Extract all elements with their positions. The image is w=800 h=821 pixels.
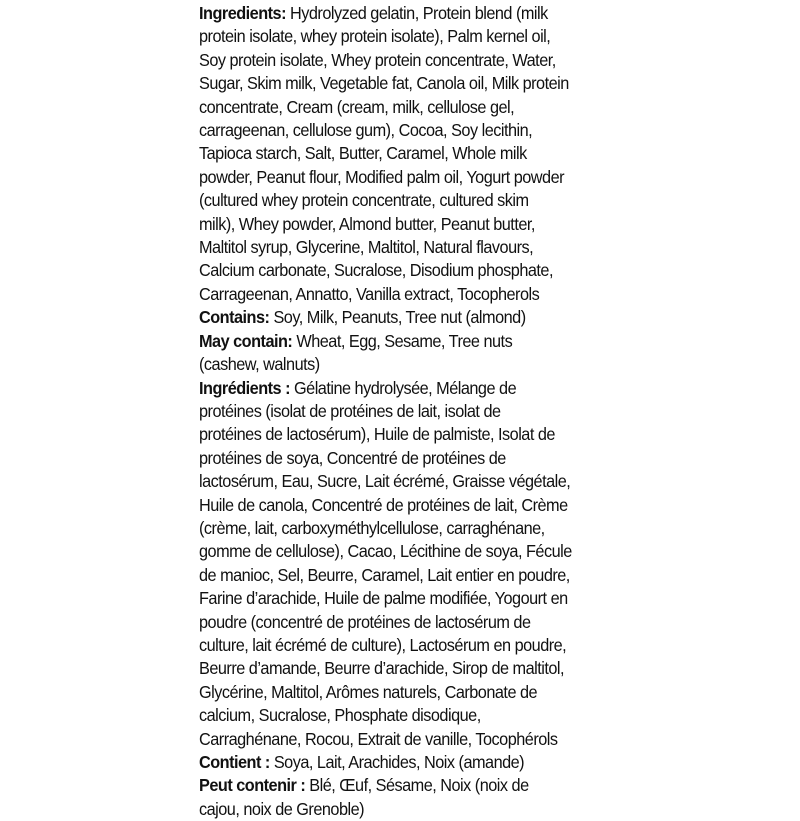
fr-ingredients-line: protéines (isolat de protéines de lait, isolat de <box>199 400 501 421</box>
en-ingredients-line: (cultured whey protein concentrate, cultured skim <box>199 190 529 211</box>
en-ingredients-line: milk), Whey powder, Almond butter, Peanut butter, <box>199 213 535 234</box>
en-may-contain-text: Wheat, Egg, Sesame, Tree nuts <box>292 330 513 351</box>
en-ingredients-line: Soy protein isolate, Whey protein concentrate, Water, <box>199 49 556 70</box>
fr-ingredients-text: Gélatine hydrolysée, Mélange de <box>290 377 517 398</box>
en-ingredients-line: concentrate, Cream (cream, milk, cellulose gel, <box>199 96 515 117</box>
fr-may-contain-line: cajou, noix de Grenoble) <box>199 798 365 819</box>
en-ingredients-heading: Ingredients: <box>199 3 286 23</box>
en-ingredients-text: Hydrolyzed gelatin, Protein blend (milk <box>285 3 548 23</box>
en-contains-text: Soy, Milk, Peanuts, Tree nut (almond) <box>269 307 526 328</box>
fr-ingredients-line: poudre (concentré de protéines de lactosérum de <box>199 611 531 632</box>
fr-ingredients-line: Carraghénane, Rocou, Extrait de vanille, Tocophérols <box>199 728 558 749</box>
fr-contains-text: Soya, Lait, Arachides, Noix (amande) <box>269 752 525 772</box>
fr-ingredients-line: Beurre d’amande, Beurre d’arachide, Sirop de maltitol, <box>199 658 565 679</box>
en-may-contain-line <box>199 330 582 353</box>
fr-ingredients-line: Huile de canola, Concentré de protéines de lait, Crème <box>199 494 568 515</box>
en-ingredients-line-1 <box>199 2 582 25</box>
fr-ingredients-heading: Ingrédients : <box>199 377 291 398</box>
fr-may-contain-heading: Peut contenir : <box>199 775 306 796</box>
en-ingredients-line: Calcium carbonate, Sucralose, Disodium phosphate, <box>199 260 553 281</box>
en-ingredients-line: Sugar, Skim milk, Vegetable fat, Canola oil, Milk protein <box>199 73 569 94</box>
en-may-contain-heading: May contain: <box>199 330 293 351</box>
fr-ingredients-line: de manioc, Sel, Beurre, Caramel, Lait entier en poudre, <box>199 564 570 585</box>
fr-ingredients-line: lactosérum, Eau, Sucre, Lait écrémé, Graisse végétale, <box>199 471 571 492</box>
fr-ingredients-line-1 <box>199 377 582 400</box>
fr-may-contain-text: Blé, Œuf, Sésame, Noix (noix de <box>305 775 529 796</box>
fr-ingredients-line: culture, lait écrémé de culture), Lactosérum en poudre, <box>199 634 567 655</box>
fr-ingredients-line: protéines de lactosérum), Huile de palmiste, Isolat de <box>199 424 555 445</box>
en-ingredients-line: powder, Peanut flour, Modified palm oil, Yogurt powder <box>199 166 565 187</box>
en-ingredients-line: Carrageenan, Annatto, Vanilla extract, Tocopherols <box>199 283 540 304</box>
fr-contains-line <box>199 751 582 774</box>
fr-contains-heading: Contient : <box>199 752 270 772</box>
en-contains-heading: Contains: <box>199 307 270 328</box>
en-ingredients-line: Tapioca starch, Salt, Butter, Caramel, Whole milk <box>199 143 527 164</box>
en-may-contain-line: (cashew, walnuts) <box>199 354 320 375</box>
fr-ingredients-line: Farine d’arachide, Huile de palme modifiée, Yogourt en <box>199 588 568 609</box>
en-ingredients-line: carrageenan, cellulose gum), Cocoa, Soy lecithin, <box>199 120 533 141</box>
fr-ingredients-line: (crème, lait, carboxyméthylcellulose, carraghénane, <box>199 517 545 538</box>
fr-ingredients-line: protéines de soya, Concentré de protéines de <box>199 447 506 468</box>
fr-may-contain-line <box>199 774 582 797</box>
en-contains-line <box>199 306 582 329</box>
ingredient-label <box>199 2 582 821</box>
en-ingredients-line: Maltitol syrup, Glycerine, Maltitol, Natural flavours, <box>199 237 534 258</box>
fr-ingredients-line: gomme de cellulose), Cacao, Lécithine de soya, Fécule <box>199 541 572 562</box>
en-ingredients-line: protein isolate, whey protein isolate), Palm kernel oil, <box>199 26 551 47</box>
fr-ingredients-line: calcium, Sucralose, Phosphate disodique, <box>199 705 481 726</box>
fr-ingredients-line: Glycérine, Maltitol, Arômes naturels, Carbonate de <box>199 681 538 702</box>
